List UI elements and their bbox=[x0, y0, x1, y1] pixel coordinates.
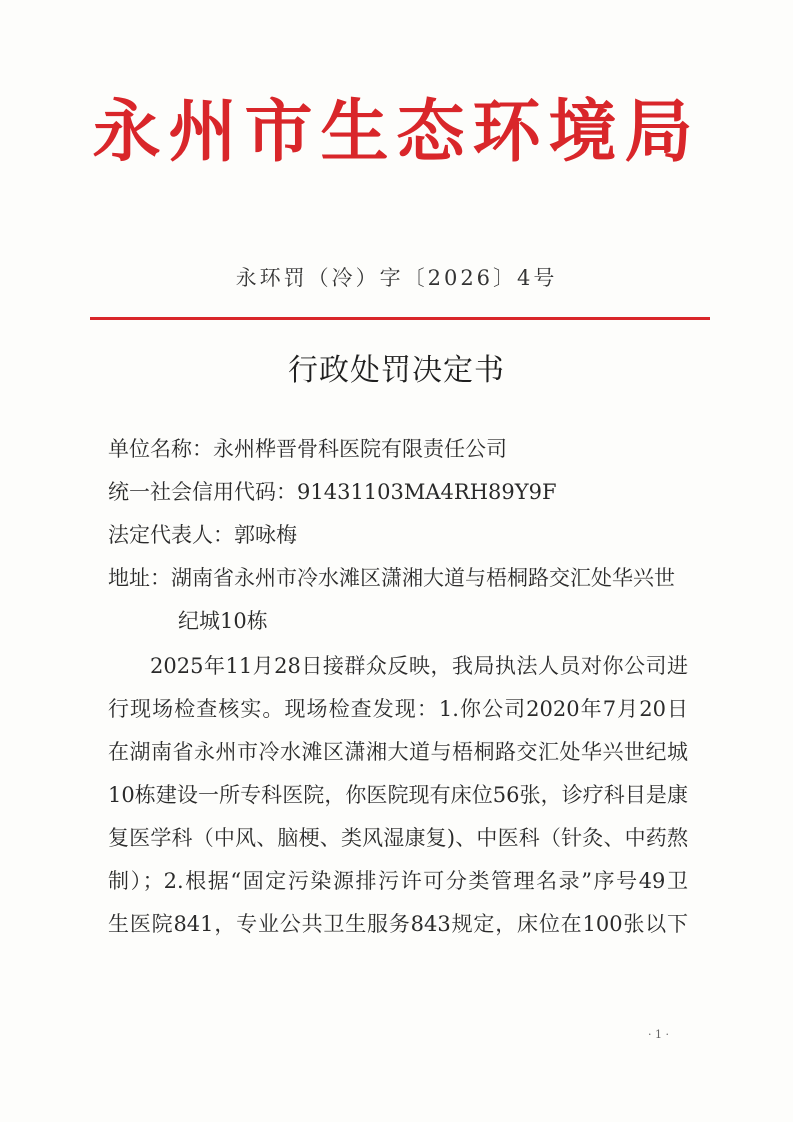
paragraph-line: 制）；2.根据“固定污染源排污许可分类管理名录”序号49卫 bbox=[108, 869, 688, 893]
unit-name-label: 单位名称： bbox=[108, 437, 213, 461]
page-number: · 1 · bbox=[648, 1028, 669, 1041]
credit-code-value: 91431103MA4RH89Y9F bbox=[297, 480, 557, 504]
facts-paragraph bbox=[108, 645, 688, 946]
unit-name-line bbox=[108, 428, 688, 471]
paragraph-line: 生医院841，专业公共卫生服务843规定，床位在100张以下 bbox=[108, 912, 688, 936]
document-number: 永环罚（冷）字〔2026〕4号 bbox=[235, 266, 558, 290]
legal-representative-line bbox=[108, 514, 688, 557]
legal-representative-label: 法定代表人： bbox=[108, 523, 234, 547]
issuing-authority-title: 永州市生态环境局 bbox=[92, 92, 701, 172]
paragraph-line: 10栋建设一所专科医院，你医院现有床位56张，诊疗科目是康 bbox=[108, 783, 688, 807]
address-value-line2: 纪城10栋 bbox=[178, 609, 268, 633]
unit-name-value: 永州桦晋骨科医院有限责任公司 bbox=[213, 437, 507, 461]
credit-code-label: 统一社会信用代码： bbox=[108, 480, 297, 504]
paragraph-line: 2025年11月28日接群众反映，我局执法人员对你公司进 bbox=[150, 654, 688, 678]
paragraph-line: 复医学科（中风、脑梗、类风湿康复)、中医科（针灸、中药熬 bbox=[108, 826, 688, 850]
address-value-line1: 湖南省永州市冷水滩区潇湘大道与梧桐路交汇处华兴世 bbox=[171, 566, 675, 590]
address-line bbox=[108, 557, 688, 600]
legal-representative-value: 郭咏梅 bbox=[234, 523, 297, 547]
address-continuation-line bbox=[108, 600, 688, 643]
paragraph-line: 在湖南省永州市冷水滩区潇湘大道与梧桐路交汇处华兴世纪城 bbox=[108, 740, 688, 764]
credit-code-line bbox=[108, 471, 688, 514]
party-info-block bbox=[108, 428, 688, 643]
address-label: 地址： bbox=[108, 566, 171, 590]
document-type-title: 行政处罚决定书 bbox=[288, 353, 505, 388]
red-divider-line bbox=[90, 317, 710, 320]
paragraph-line: 行现场检查核实。现场检查发现：1.你公司2020年7月20日 bbox=[108, 697, 688, 721]
